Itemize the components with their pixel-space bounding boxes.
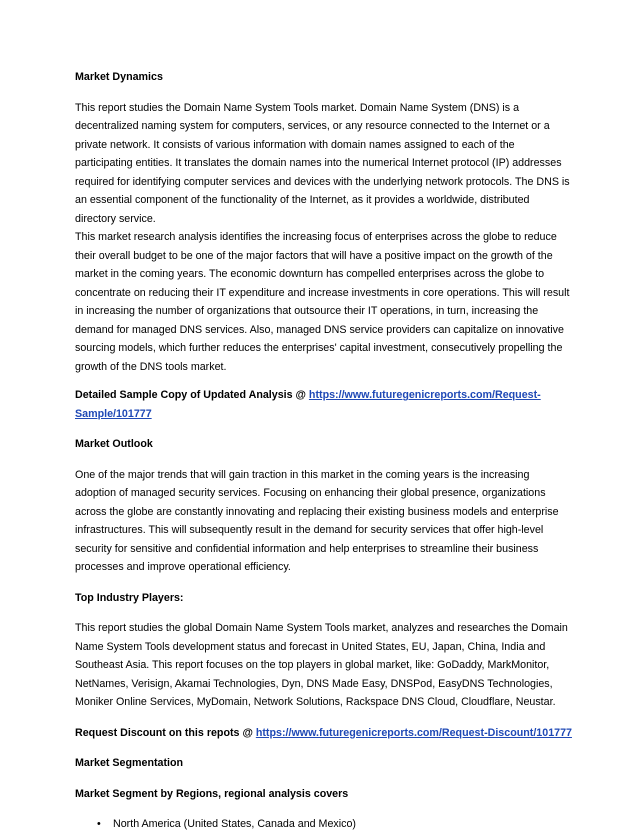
discount-request-link[interactable]: https://www.futuregenicreports.com/Request-Discount/101777 <box>255 726 572 739</box>
market-dynamics-paragraph-2: This market research analysis identifies the increasing focus of enterprises across the globe to reduce their overall budget to be one of the major factors that will have a positive impact on the growth of the market in the coming years. The economic downturn has compelled enterprises across the globe to concentrate on reducing their IT expenditure and increase investments in core operations. This will result in increasing the number of organizations that outsource their IT operations, in turn, increasing the demand for managed DNS services. Also, managed DNS service providers can capitalize on innovative sourcing models, which further reduces the enterprises' capital investment, consecutively propelling the growth of the DNS tools market. <box>75 231 570 373</box>
region-bullet-text: North America (United States, Canada and Mexico) <box>113 818 356 830</box>
market-outlook-heading: Market Outlook <box>75 438 153 450</box>
sample-request-label: Detailed Sample Copy of Updated Analysis @ <box>75 389 309 401</box>
top-players-paragraph: This report studies the global Domain Name System Tools market, analyzes and researches the Domain Name System Tools development status and forecast in United States, EU, Japan, China, India and Southeast Asia. This report focuses on the top players in global market, like: GoDaddy, MarkMonitor, NetNames, Verisign, Akamai Technologies, Dyn, DNS Made Easy, DNSPod, EasyDNS Technologies, Moniker Online Services, MyDomain, Network Solutions, Rackspace DNS Cloud, Cloudflare, Neustar. <box>75 622 568 708</box>
market-segmentation-heading: Market Segmentation <box>75 757 184 769</box>
region-bullet-list <box>75 815 573 834</box>
sample-request-line <box>75 386 573 423</box>
sample-request-link[interactable]: https://www.futuregenicreports.com/Request-Sample/101777 <box>75 389 541 420</box>
market-segment-subheading: Market Segment by Regions, regional analysis covers <box>75 787 349 800</box>
region-bullet-item <box>75 815 573 834</box>
top-players-heading: Top Industry Players: <box>75 591 184 604</box>
market-outlook-paragraph: One of the major trends that will gain traction in this market in the coming years is the increasing adoption of managed security services. Focusing on enhancing their global presence, organizations across the globe are constantly innovating and replacing their existing business models and enterprise infrastructures. This will subsequently result in the demand for security services that offer high-level security for sensitive and confidential information and help enterprises to streamline their business processes and improve operational efficiency. <box>75 468 559 573</box>
bullet-icon: • <box>97 818 101 830</box>
discount-request-line <box>75 724 573 743</box>
market-dynamics-paragraph-1: This report studies the Domain Name System Tools market. Domain Name System (DNS) is a decentralized naming system for computers, services, or any resource connected to the Internet or a private network. It consists of various information with domain names assigned to each of the participating entities. It translates the domain names into the numerical Internet protocol (IP) addresses required for identifying computer services and devices with the underlying network protocols. The DNS is an essential component of the functionality of the Internet, as it provides a worldwide, distributed directory service. <box>75 101 570 225</box>
market-dynamics-heading: Market Dynamics <box>75 71 163 83</box>
document-body <box>75 68 573 834</box>
discount-request-label: Request Discount on this repots @ <box>75 726 256 739</box>
